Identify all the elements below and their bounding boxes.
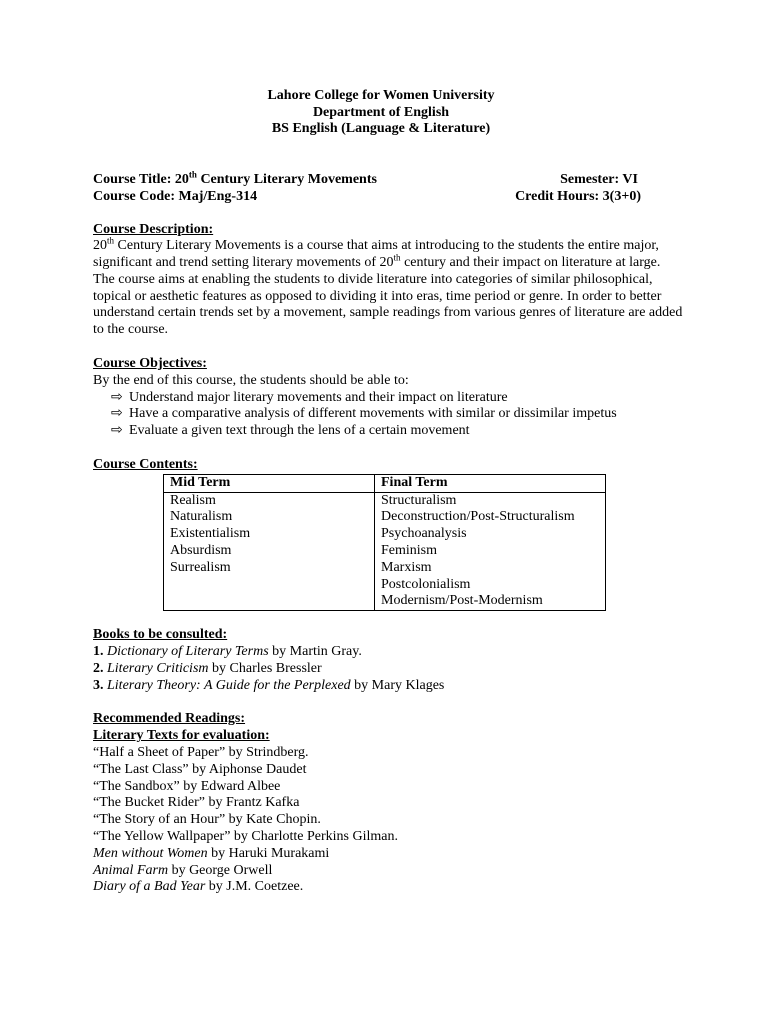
mid-term-cell <box>164 577 375 594</box>
final-term-cell: Postcolonialism <box>375 577 606 594</box>
right-arrow-icon: ⇨ <box>111 423 123 439</box>
reading-item: “The Sandbox” by Edward Albee <box>93 778 281 794</box>
table-row <box>164 560 606 577</box>
final-term-header: Final Term <box>375 474 606 492</box>
reading-item: “The Story of an Hour” by Kate Chopin. <box>93 812 321 828</box>
final-term-cell: Psychoanalysis <box>375 526 606 543</box>
book-item: 1. Dictionary of Literary Terms by Martin Gray. <box>93 644 362 660</box>
course-objectives-heading: Course Objectives: <box>93 356 207 372</box>
reading-item: “The Bucket Rider” by Frantz Kafka <box>93 795 300 811</box>
table-row <box>164 543 606 560</box>
final-term-cell: Marxism <box>375 560 606 577</box>
table-row <box>164 593 606 610</box>
mid-term-cell: Naturalism <box>164 509 375 526</box>
table-header-row <box>164 474 606 492</box>
mid-term-cell: Surrealism <box>164 560 375 577</box>
reading-item: Men without Women by Haruki Murakami <box>93 845 330 861</box>
table-row <box>164 492 606 509</box>
table-row <box>164 526 606 543</box>
final-term-cell: Deconstruction/Post-Structuralism <box>375 509 606 526</box>
mid-term-cell: Realism <box>164 492 375 509</box>
course-objectives-intro: By the end of this course, the students should be able to: <box>93 372 409 388</box>
right-arrow-icon: ⇨ <box>111 389 123 405</box>
document-header <box>91 88 671 138</box>
semester: Semester: VI <box>560 171 638 187</box>
document-page <box>93 88 683 896</box>
mid-term-header: Mid Term <box>164 474 375 492</box>
course-objectives-section <box>93 356 673 440</box>
book-item: 2. Literary Criticism by Charles Bressler <box>93 660 322 676</box>
course-meta <box>93 168 641 205</box>
course-code: Course Code: Maj/Eng-314 <box>93 188 258 204</box>
course-meta-row-2 <box>93 188 641 205</box>
objective-item: ⇨ Understand major literary movements and their impact on literature <box>111 389 508 405</box>
final-term-cell: Structuralism <box>375 492 606 509</box>
right-arrow-icon: ⇨ <box>111 406 123 422</box>
reading-item: “The Last Class” by Aiphonse Daudet <box>93 761 307 777</box>
books-heading: Books to be consulted: <box>93 627 228 643</box>
credit-hours: Credit Hours: 3(3+0) <box>515 188 641 204</box>
final-term-cell: Feminism <box>375 543 606 560</box>
program-name: BS English (Language & Literature) <box>271 121 491 136</box>
table-row <box>164 577 606 594</box>
objective-item: ⇨ Evaluate a given text through the lens of a certain movement <box>111 423 470 439</box>
course-meta-row-1 <box>93 168 641 188</box>
reading-item: “The Yellow Wallpaper” by Charlotte Perkins Gilman. <box>93 829 398 844</box>
final-term-cell: Modernism/Post-Modernism <box>375 593 606 610</box>
mid-term-cell: Absurdism <box>164 543 375 560</box>
table-row <box>164 509 606 526</box>
recommended-readings-heading: Recommended Readings: <box>93 711 246 727</box>
course-contents-table <box>163 474 606 611</box>
books-section <box>93 627 673 694</box>
objective-item: ⇨ Have a comparative analysis of different movements with similar or dissimilar impetus <box>111 406 617 422</box>
course-description-section <box>93 222 683 340</box>
course-description-heading: Course Description: <box>93 221 214 237</box>
course-title: Course Title: 20th Century Literary Movements <box>93 168 377 187</box>
department-name: Department of English <box>312 104 450 120</box>
reading-item: Diary of a Bad Year by J.M. Coetzee. <box>93 879 304 895</box>
course-contents-section <box>93 457 673 611</box>
book-item: 3. Literary Theory: A Guide for the Perplexed by Mary Klages <box>93 677 445 693</box>
reading-item: “Half a Sheet of Paper” by Strindberg. <box>93 745 309 761</box>
literary-texts-subheading: Literary Texts for evaluation: <box>93 728 270 744</box>
readings-section <box>93 711 673 896</box>
reading-item: Animal Farm by George Orwell <box>93 862 273 878</box>
university-name: Lahore College for Women University <box>267 88 495 103</box>
mid-term-cell <box>164 593 375 610</box>
mid-term-cell: Existentialism <box>164 526 375 543</box>
objectives-list <box>93 390 673 440</box>
course-contents-heading: Course Contents: <box>93 457 198 473</box>
course-description-text: 20th Century Literary Movements is a course that aims at introducing to the students the entire major, significant and trend setting literary movements of 20th century and their impact on literature at large. The course aims at enabling the students to divide literature into categories of similar philosophical, topical or aesthetic features as opposed to dividing it into eras, time period or genre. In order to better understand certain trends set by a movement, sample readings from various genres of literature are added to the course. <box>93 235 683 338</box>
